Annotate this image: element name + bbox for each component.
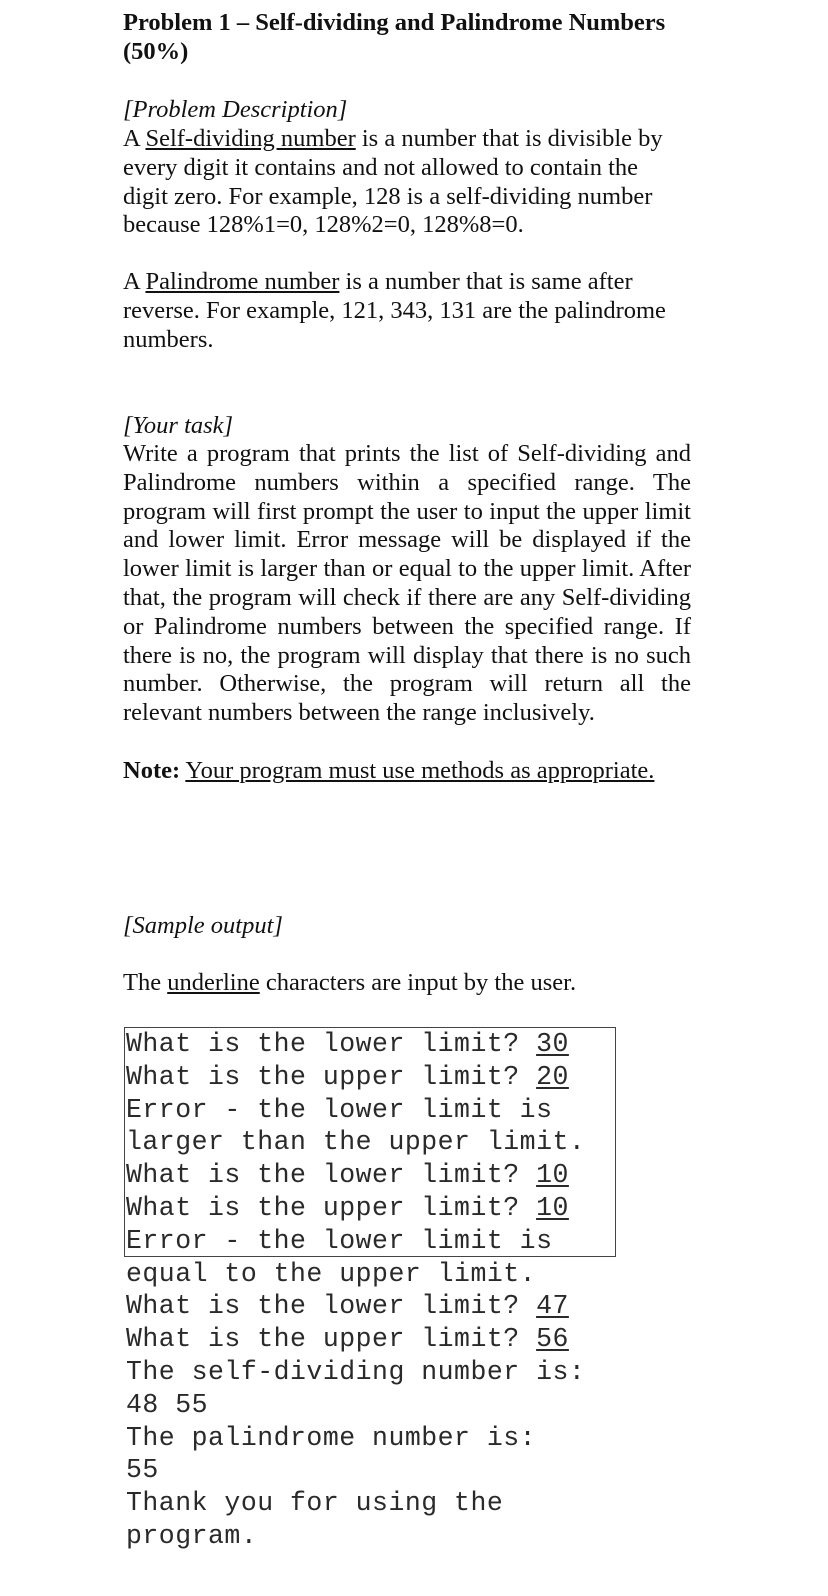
note-text: Your program must use methods as appropriate.	[185, 757, 655, 784]
console-line: program.	[126, 1520, 258, 1551]
sample-output-heading: [Sample output]	[123, 912, 283, 939]
sample-intro	[123, 969, 576, 998]
palindrome-term: Palindrome number	[145, 268, 340, 295]
console-line: Thank you for using the	[126, 1488, 504, 1519]
console-line: Error - the lower limit is	[126, 1094, 553, 1125]
task-paragraph: Write a program that prints the list of Self-dividing and Palindrome numbers within a specified range. The program will first prompt the user to input the upper limit and lower limit. Error message will be displayed if the lower limit is larger than or equal to the upper limit. After that, the program will check if there are any Self-dividing or Palindrome numbers between the specified range. If there is no, the program will display that there is no such number. Otherwise, the program will return all the relevant numbers between the range inclusively.	[123, 440, 691, 727]
self-dividing-definition: is a number that is divisible by every digit it contains and not allowed to contain the digit zero. For example, 128 is a self-dividing number because 128%1=0, 128%2=0, 128%8=0.	[123, 125, 663, 239]
console-line: 55	[126, 1455, 159, 1486]
console-line: equal to the upper limit.	[126, 1258, 537, 1289]
page-title: Problem 1 – Self-dividing and Palindrome Numbers (50%)	[123, 9, 666, 65]
palindrome-paragraph	[123, 268, 688, 354]
console-line: Error - the lower limit is	[126, 1225, 553, 1256]
user-input: 10	[536, 1192, 569, 1223]
sample-intro-term: underline	[167, 969, 260, 996]
user-input: 20	[536, 1061, 569, 1092]
console-line: What is the lower limit? 10	[126, 1160, 569, 1191]
self-dividing-term: Self-dividing number	[145, 125, 356, 152]
self-dividing-prefix: A	[123, 125, 146, 152]
user-input: 56	[536, 1324, 569, 1355]
console-line: The palindrome number is:	[126, 1422, 537, 1453]
palindrome-definition: is a number that is same after reverse. For example, 121, 343, 131 are the palindrome numbers.	[123, 268, 666, 353]
console-line: What is the upper limit? 56	[126, 1324, 569, 1355]
console-line: What is the upper limit? 10	[126, 1192, 569, 1223]
user-input: 10	[536, 1160, 569, 1191]
sample-intro-prefix: The	[123, 969, 168, 996]
console-line: The self-dividing number is:	[126, 1356, 586, 1387]
console-output	[126, 1028, 585, 1553]
console-line: What is the lower limit? 30	[126, 1029, 569, 1059]
user-input: 30	[536, 1029, 569, 1059]
note-label: Note:	[123, 757, 181, 784]
console-line: larger than the upper limit.	[126, 1127, 586, 1158]
palindrome-prefix: A	[123, 268, 146, 295]
console-line: 48 55	[126, 1389, 209, 1420]
note-line	[123, 757, 654, 786]
console-line: What is the upper limit? 20	[126, 1061, 569, 1092]
your-task-heading: [Your task]	[123, 412, 234, 439]
self-dividing-paragraph	[123, 125, 683, 240]
problem-description-heading: [Problem Description]	[123, 96, 348, 123]
console-line: What is the lower limit? 47	[126, 1291, 569, 1322]
sample-intro-rest: characters are input by the user.	[259, 969, 577, 996]
user-input: 47	[536, 1291, 569, 1322]
